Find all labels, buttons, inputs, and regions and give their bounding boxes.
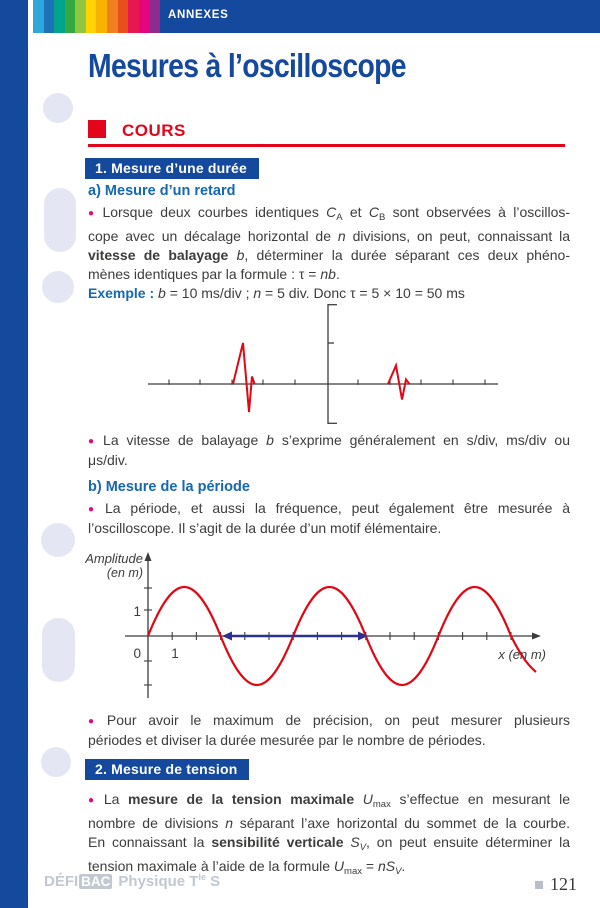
text-line	[88, 833, 570, 857]
figure-sine-period	[85, 548, 555, 708]
color-stripe	[65, 0, 76, 33]
text-segment: Exemple :	[88, 285, 159, 301]
text-segment: s’effectue en mesurant le	[390, 791, 570, 807]
text-segment: C	[368, 204, 379, 220]
text-line	[88, 431, 570, 451]
text-segment: =	[361, 858, 378, 874]
pulse-curve-b	[388, 366, 410, 400]
text-segment: max	[372, 799, 391, 810]
text-segment: n	[225, 815, 233, 831]
red-rule	[88, 144, 565, 147]
text-segment: divisions, on peut, connaissant la	[345, 228, 570, 244]
text-line	[88, 203, 570, 227]
text-segment: La	[103, 791, 129, 807]
color-stripe	[128, 0, 139, 33]
text-segment: La vitesse de balayage	[103, 432, 267, 448]
paragraph-balayage	[88, 431, 570, 470]
text-segment: b	[236, 247, 245, 263]
y-axis-label: Amplitude	[85, 551, 143, 566]
text-line	[88, 519, 570, 538]
text-segment: vitesse de balayage	[88, 247, 237, 263]
page-number	[535, 874, 577, 895]
y-axis-unit: (en m)	[106, 566, 143, 580]
text-segment: s’exprime généralement en s/div, ms/div ou	[273, 432, 570, 448]
binder-hole	[43, 93, 73, 123]
text-segment: max	[344, 866, 362, 877]
arrow-left-icon	[222, 632, 232, 641]
text-segment: V	[395, 866, 402, 877]
text-line	[88, 499, 570, 519]
color-strip	[33, 0, 160, 33]
bullet-icon: ●	[88, 794, 99, 806]
color-stripe	[54, 0, 65, 33]
text-segment: = 5 div. Donc τ = 5 × 10 = 50 ms	[261, 285, 465, 301]
paragraph-tension	[88, 790, 570, 881]
color-stripe	[149, 0, 160, 33]
text-segment: sensibilité verticale	[211, 834, 351, 850]
color-stripe	[86, 0, 97, 33]
paragraph-precision	[88, 711, 570, 750]
text-segment: μs/div.	[88, 451, 128, 468]
binder-hole	[41, 747, 71, 777]
text-segment: La période, et aussi la fréquence, peut également être mesurée à	[105, 500, 570, 516]
text-segment: S	[350, 834, 360, 850]
section-1-heading: 1. Mesure d’une durée	[85, 158, 259, 179]
tab-annexes: ANNEXES	[168, 9, 229, 21]
text-segment: n	[337, 228, 346, 244]
page-title: Mesures à l’oscilloscope	[88, 47, 406, 84]
bullet-icon: ●	[88, 503, 100, 515]
text-segment: l’oscilloscope. Il s’agit de la durée d’un motif élémentaire.	[88, 519, 442, 536]
red-square-icon	[88, 120, 106, 138]
text-line	[88, 790, 570, 814]
text-segment: tension maximale à l’aide de la formule	[88, 858, 334, 874]
text-line	[88, 711, 570, 731]
text-segment: .	[401, 858, 406, 874]
pulse-curve-a	[233, 343, 255, 412]
x-axis-arrow-icon	[532, 633, 541, 640]
text-line	[88, 227, 570, 246]
text-segment: V	[359, 842, 367, 853]
color-stripe	[96, 0, 107, 33]
color-stripe	[75, 0, 86, 33]
section-2-heading: 2. Mesure de tension	[85, 759, 249, 780]
binder-hole	[42, 618, 75, 682]
text-line	[88, 451, 570, 470]
footer-logo	[44, 872, 220, 890]
text-segment: cope avec un décalage horizontal de	[88, 228, 338, 244]
text-segment: A	[336, 212, 343, 223]
left-band	[0, 0, 28, 908]
text-segment: C	[326, 204, 337, 220]
paragraph-periode	[88, 499, 570, 538]
text-segment: , on peut ensuite déterminer la	[366, 834, 570, 850]
text-line	[88, 731, 570, 750]
text-segment: .	[335, 266, 340, 282]
binder-hole	[41, 523, 75, 557]
color-stripe	[139, 0, 150, 33]
text-line	[88, 246, 570, 265]
text-segment: b	[158, 285, 166, 301]
center-vertical-axis	[328, 304, 337, 424]
color-stripe	[33, 0, 44, 33]
logo-bac: BAC	[81, 874, 111, 889]
subsection-b-heading: b) Mesure de la période	[88, 479, 250, 495]
x-tick-label-1: 1	[171, 646, 179, 661]
text-segment: mènes identiques par la formule : τ =	[88, 266, 321, 282]
text-segment: En connaissant la	[88, 834, 212, 850]
y-tick-label-1: 1	[133, 604, 141, 619]
bullet-icon: ●	[88, 207, 98, 219]
paragraph-retard	[88, 203, 570, 303]
text-segment: B	[378, 212, 386, 223]
text-segment: et	[342, 204, 369, 220]
text-segment: nb	[320, 266, 336, 282]
text-segment: Pour avoir le maximum de précision, on peut mesurer plusieurs	[106, 712, 570, 728]
cours-heading: COURS	[122, 121, 186, 140]
color-stripe	[118, 0, 129, 33]
color-stripe	[44, 0, 55, 33]
footer-book-title: Physique $T^{le}$ S	[118, 872, 221, 890]
text-segment: n	[253, 285, 262, 301]
subsection-a-heading: a) Mesure d’un retard	[88, 183, 236, 199]
text-segment: séparant l’axe horizontal du sommet de la courbe.	[232, 815, 571, 831]
page-marker-icon	[535, 881, 543, 889]
binder-hole	[42, 271, 74, 303]
text-line	[88, 814, 570, 833]
logo-defi: DÉFI	[44, 873, 79, 890]
text-segment: U	[333, 858, 345, 874]
binder-hole	[44, 188, 76, 252]
x-axis-label: x (en m)	[498, 647, 546, 662]
text-segment: Lorsque deux courbes identiques	[102, 204, 327, 220]
text-segment: sont observées à l’oscillos-	[385, 204, 571, 220]
text-segment: U	[362, 791, 373, 807]
y-axis-arrow-icon	[145, 552, 152, 561]
text-segment: nombre de divisions	[88, 815, 226, 831]
bullet-icon: ●	[88, 435, 99, 447]
text-segment: = 10 ms/div ;	[165, 285, 254, 301]
top-bar	[33, 0, 600, 33]
page-number-value: 121	[550, 874, 577, 894]
text-segment: nS	[377, 858, 396, 874]
origin-label: 0	[133, 646, 141, 661]
text-line	[88, 265, 570, 284]
figure-oscilloscope-pulses	[120, 300, 520, 430]
text-segment: périodes et diviser la durée mesurée par le nombre de périodes.	[88, 731, 486, 748]
text-segment: b	[266, 432, 274, 448]
text-segment: , déterminer la durée séparant ces deux phéno-	[244, 247, 570, 263]
text-segment: mesure de la tension maximale	[128, 791, 363, 807]
color-stripe	[107, 0, 118, 33]
bullet-icon: ●	[88, 715, 102, 727]
